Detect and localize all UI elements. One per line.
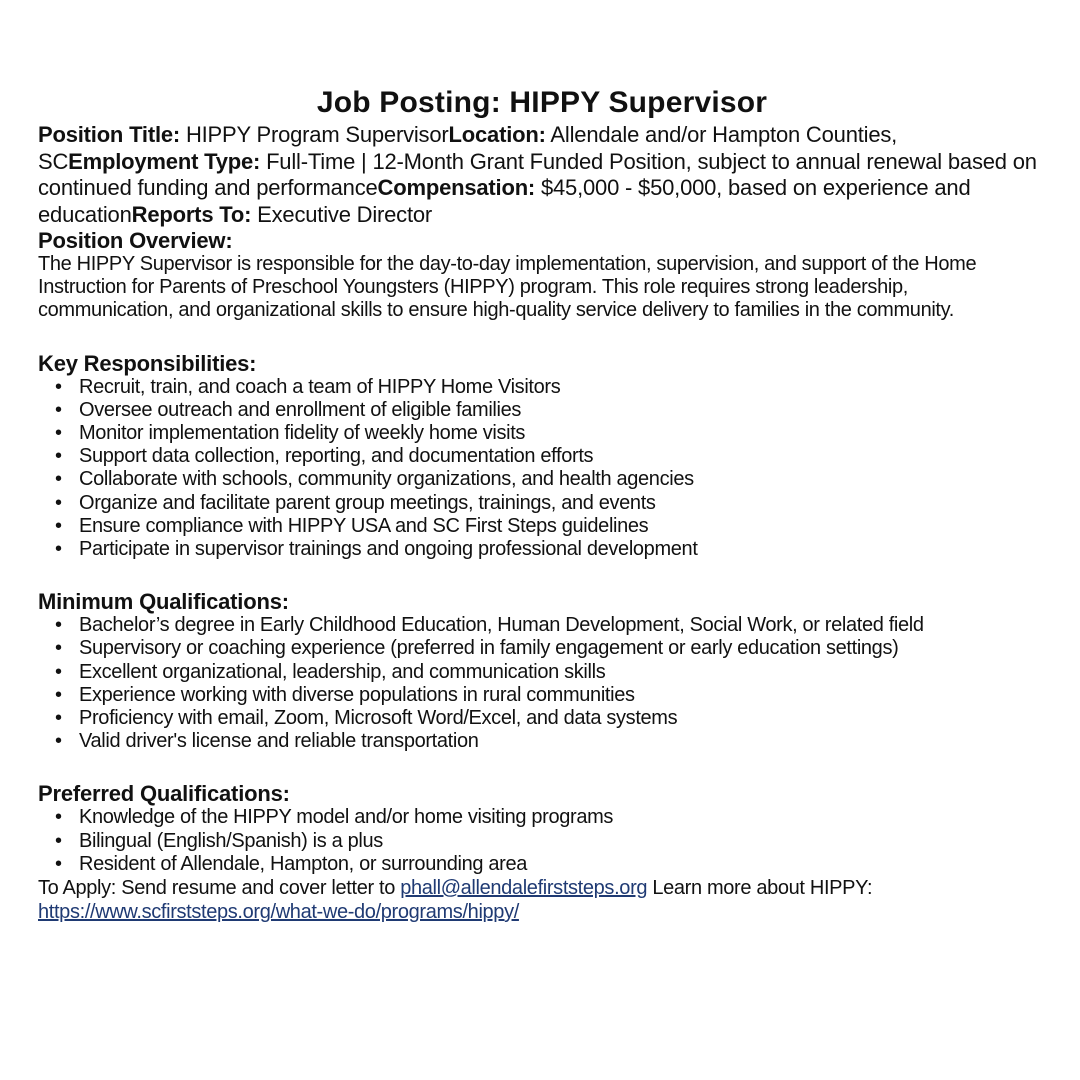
apply-middle: Learn more about HIPPY: — [647, 877, 873, 900]
list-item: • Participate in supervisor trainings and ongoing professional development — [79, 538, 1046, 561]
responsibilities-list — [38, 376, 1046, 562]
list-item: • Experience working with diverse populations in rural communities — [79, 684, 1046, 707]
minimum-qualifications-list — [38, 614, 1046, 753]
list-item: • Organize and facilitate parent group meetings, trainings, and events — [79, 492, 1046, 515]
list-item: • Supervisory or coaching experience (preferred in family engagement or early education settings) — [79, 637, 1046, 660]
list-item: • Recruit, train, and coach a team of HIPPY Home Visitors — [79, 376, 1046, 399]
employment-type-value: Full-Time | 12-Month Grant Funded Position, subject to annual renewal based on continued funding and performance — [38, 148, 1037, 200]
employment-type-label: Employment Type: — [68, 148, 261, 174]
hippy-website-link[interactable]: https://www.scfirststeps.org/what-we-do/programs/hippy/ — [38, 901, 519, 924]
minimum-qualifications-section — [38, 589, 1046, 753]
location-value: Allendale and/or Hampton Counties, SC — [38, 122, 898, 174]
list-item: • Bachelor’s degree in Early Childhood Education, Human Development, Social Work, or related field — [79, 614, 1046, 637]
overview-text: The HIPPY Supervisor is responsible for the day-to-day implementation, supervision, and support of the Home Instruction for Parents of Preschool Youngsters (HIPPY) program. This role requires strong leadership, communication, and organizational skills to ensure high-quality service delivery to families in the community. — [38, 253, 977, 322]
position-title-label: Position Title: — [38, 122, 181, 147]
apply-text — [38, 876, 1046, 924]
reports-to-label: Reports To: — [131, 201, 252, 227]
job-posting — [38, 84, 1046, 924]
list-item: • Oversee outreach and enrollment of eligible families — [79, 399, 1046, 422]
list-item: • Ensure compliance with HIPPY USA and SC First Steps guidelines — [79, 515, 1046, 538]
list-item: • Excellent organizational, leadership, and communication skills — [79, 661, 1046, 684]
overview-section — [38, 228, 1046, 323]
list-item: • Proficiency with email, Zoom, Microsoft Word/Excel, and data systems — [79, 707, 1046, 730]
compensation-label: Compensation: — [377, 175, 536, 200]
responsibilities-heading: Key Responsibilities: — [38, 350, 257, 376]
list-item: • Bilingual (English/Spanish) is a plus — [79, 830, 1046, 853]
responsibilities-section — [38, 351, 1046, 562]
list-item: • Knowledge of the HIPPY model and/or home visiting programs — [79, 806, 1046, 829]
list-item: • Resident of Allendale, Hampton, or surrounding area — [79, 853, 1046, 876]
compensation-value: $45,000 - $50,000, based on experience and education — [38, 175, 971, 227]
email-link[interactable]: phall@allendalefirststeps.org — [400, 877, 648, 900]
page-title: Job Posting: HIPPY Supervisor — [316, 86, 768, 119]
list-item: • Support data collection, reporting, and documentation efforts — [79, 445, 1046, 468]
list-item: • Collaborate with schools, community organizations, and health agencies — [79, 468, 1046, 491]
apply-prefix: To Apply: Send resume and cover letter to — [38, 877, 401, 900]
preferred-qualifications-list — [38, 806, 1046, 876]
list-item: • Valid driver's license and reliable transportation — [79, 730, 1046, 753]
preferred-qualifications-heading: Preferred Qualifications: — [38, 781, 290, 807]
preferred-qualifications-section — [38, 781, 1046, 876]
job-meta — [38, 122, 1046, 228]
location-label: Location: — [448, 122, 546, 147]
overview-heading: Position Overview: — [38, 228, 233, 253]
reports-to-value: Executive Director — [251, 201, 433, 227]
minimum-qualifications-heading: Minimum Qualifications: — [38, 589, 289, 615]
position-title-value: HIPPY Program Supervisor — [180, 122, 449, 147]
list-item: • Monitor implementation fidelity of weekly home visits — [79, 422, 1046, 445]
